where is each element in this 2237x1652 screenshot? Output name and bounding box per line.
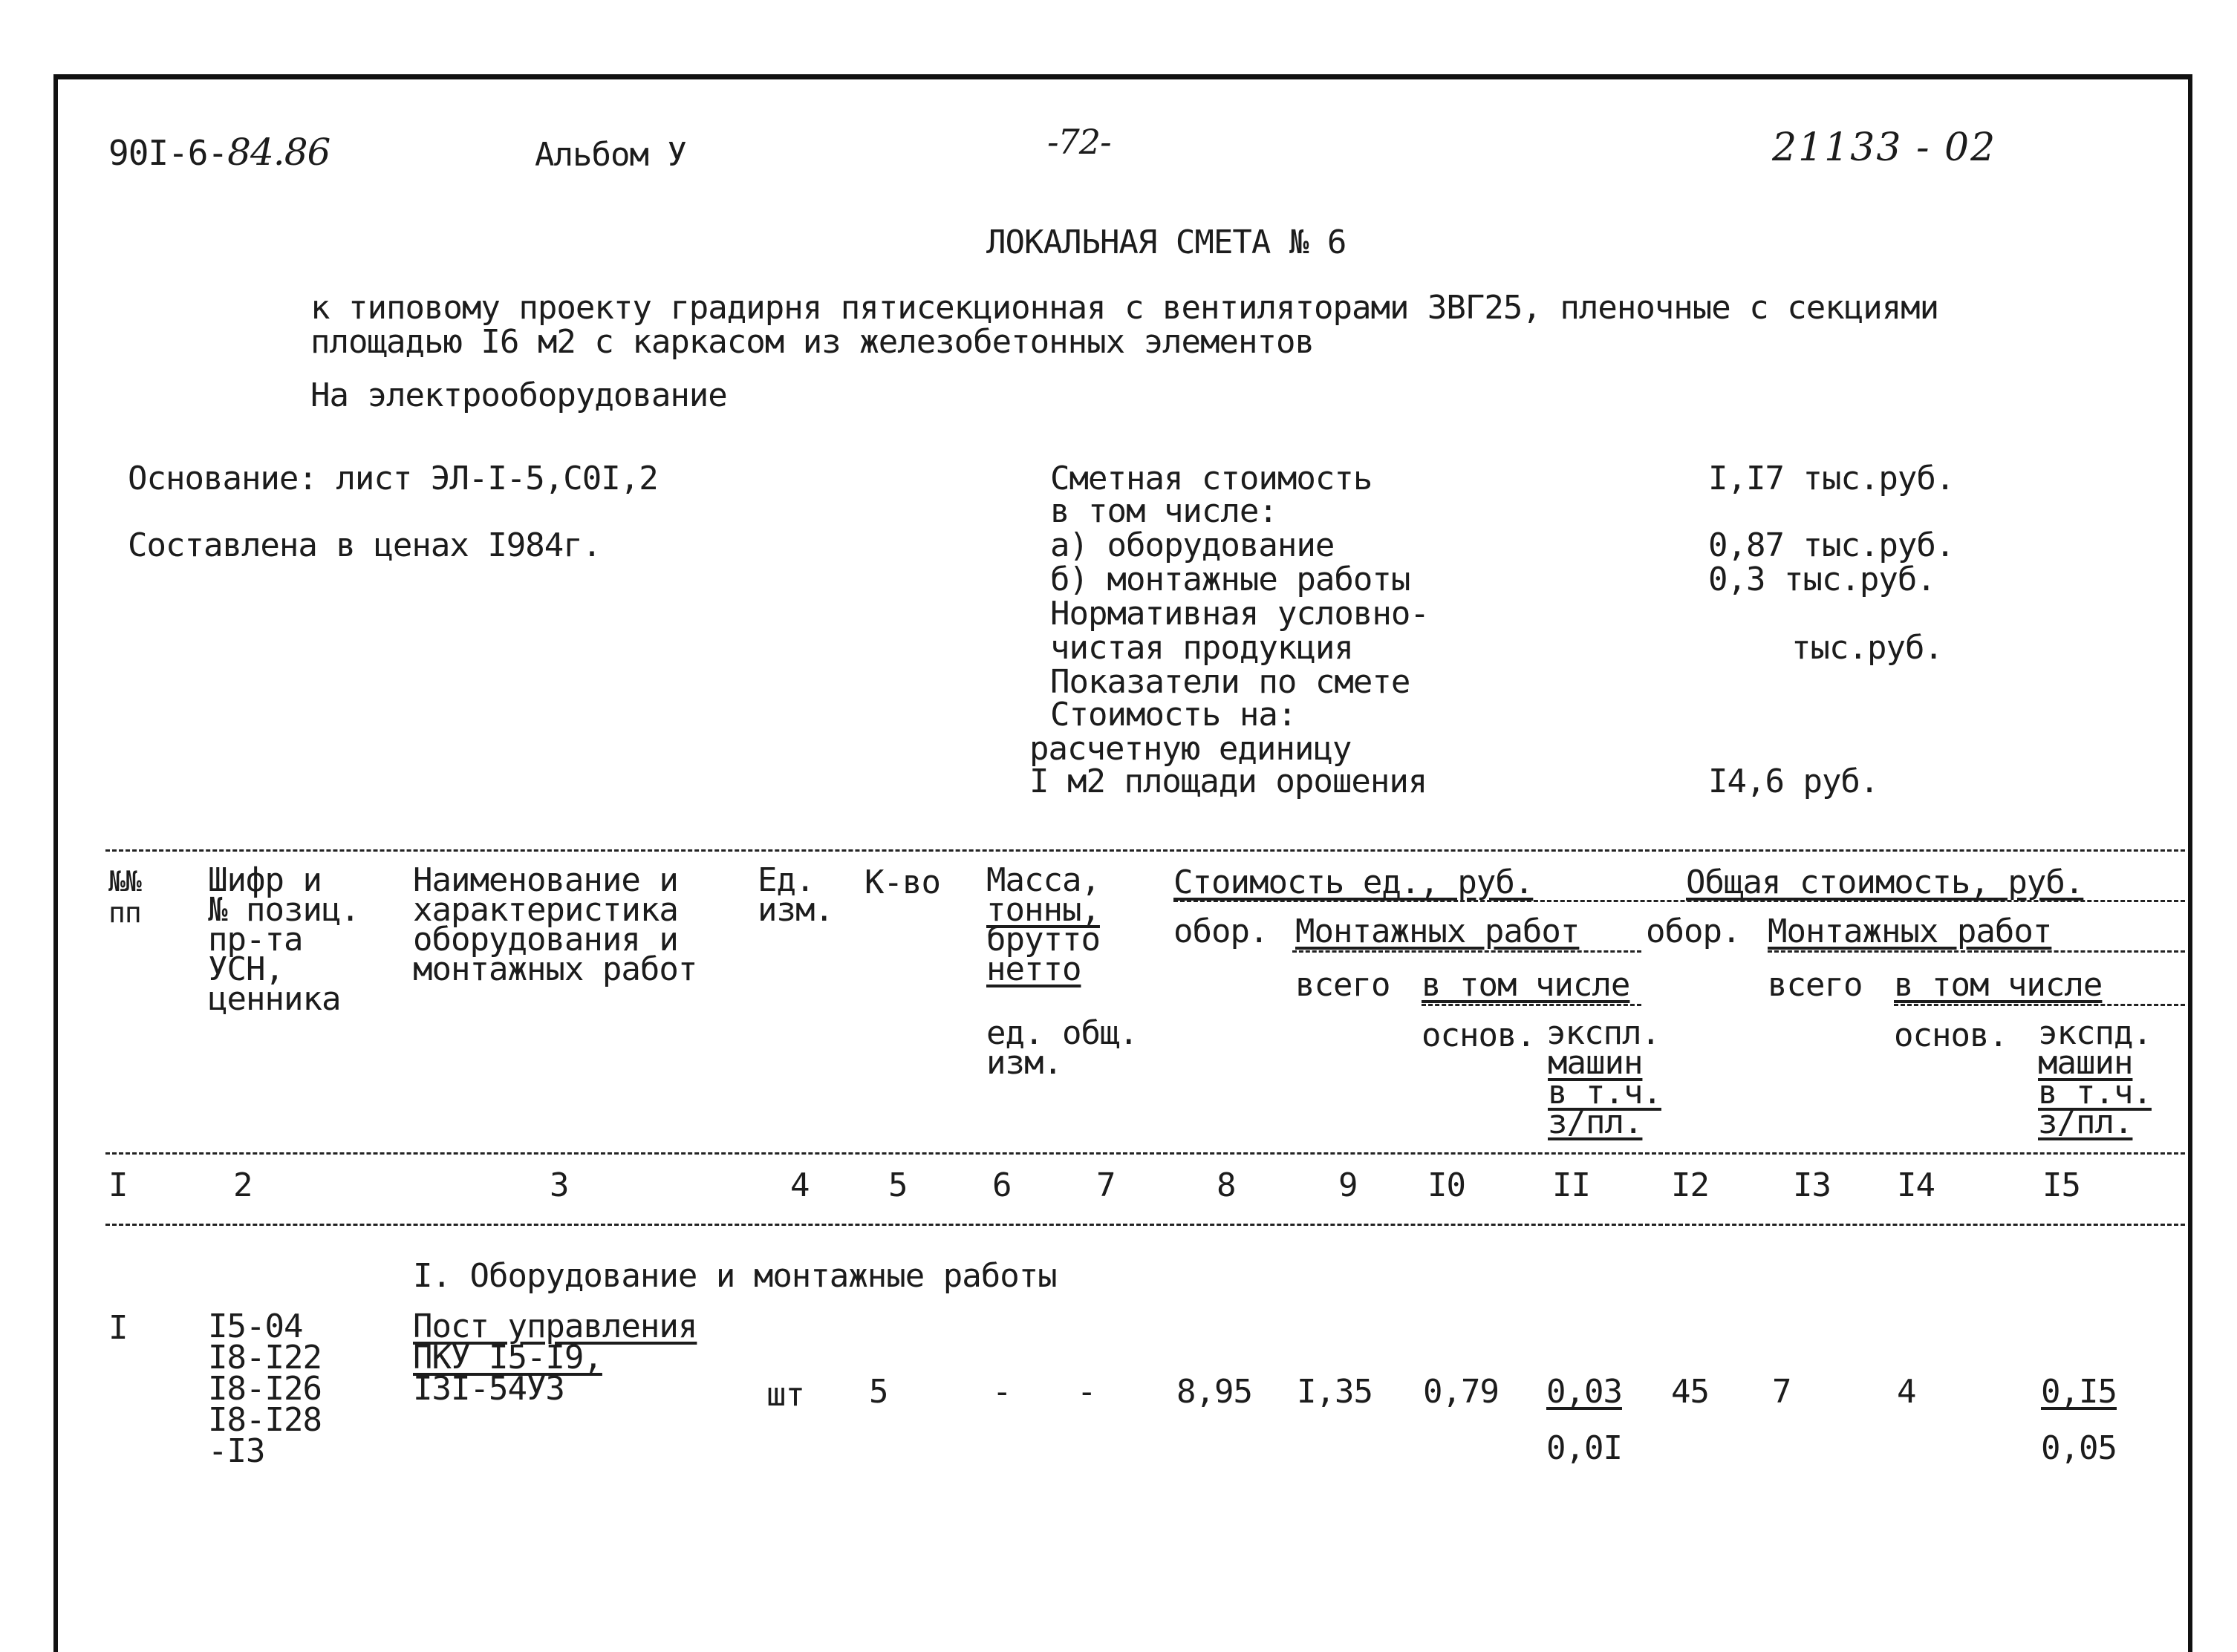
summary-line-7: Стоимость на: [1050, 696, 1297, 734]
row-c11-sub: 0,0I [1546, 1429, 1622, 1467]
vtom-unit-rule [1422, 1004, 1641, 1006]
basis-line: Основание: лист ЭЛ-I-5,С0I,2 [128, 460, 658, 497]
col-num-2: 2 [233, 1166, 253, 1204]
col-num-8: 8 [1217, 1166, 1236, 1204]
document-code-handwritten: 84.86 [227, 131, 330, 174]
section-title: I. Оборудование и монтажные работы [413, 1257, 1057, 1295]
unit-montazh-header: Монтажных работ [1295, 912, 1580, 950]
page-title: ЛОКАЛЬНАЯ СМЕТА № 6 [986, 223, 1347, 261]
mass-header: Масса, тонны, брутто нетто [986, 861, 1100, 988]
summary-line-6: Показатели по смете [1050, 663, 1410, 701]
page-number: -72- [1047, 122, 1111, 162]
col-num-1: I [108, 1166, 128, 1204]
summary-total: I,I7 тыс.руб. [1708, 460, 1955, 497]
summary-line-8: расчетную единицу [1029, 730, 1352, 768]
summary-installation: 0,3 тыс.руб. [1708, 561, 1935, 598]
mass-subheader: ед. общ. изм. [986, 1014, 1138, 1082]
total-vtom-header: в том числе [1894, 966, 2103, 1004]
col-5-header: К-во [864, 863, 940, 901]
row-c12: 45 [1671, 1373, 1709, 1411]
row-num: I [108, 1309, 128, 1347]
row-qty: 5 [869, 1373, 888, 1411]
summary-line-4: Нормативная условно- [1050, 595, 1429, 633]
col-num-3: 3 [550, 1166, 569, 1204]
vtom-total-rule [1894, 1004, 2185, 1006]
col-num-5: 5 [888, 1166, 908, 1204]
row-mass-unit: - [992, 1373, 1012, 1411]
table-top-rule [105, 849, 2185, 852]
summary-line-2: а) оборудование [1050, 526, 1335, 564]
summary-equipment: 0,87 тыс.руб. [1708, 526, 1955, 564]
col-2-header: Шифр и № позиц. пр-та УСН, ценника [208, 861, 359, 1018]
col-1-header: №№ пп [108, 865, 141, 929]
unit-cost-header: Стоимость ед., руб. [1173, 863, 1534, 901]
col-4-header: Ед. изм. [758, 861, 833, 929]
col-num-7: 7 [1096, 1166, 1116, 1204]
summary-net-product: тыс.руб. [1791, 629, 1943, 667]
description-line-3: На электрооборудование [310, 376, 727, 414]
row-codes: I5-04 I8-I22 I8-I26 I8-I28 -I3 [208, 1307, 322, 1470]
col-num-13: I3 [1793, 1166, 1831, 1204]
montazh-total-rule [1768, 950, 2185, 953]
prices-line: Составлена в ценах I984г. [128, 526, 602, 564]
row-c14: 4 [1897, 1373, 1916, 1411]
summary-per-unit: I4,6 руб. [1708, 763, 1879, 800]
row-name: Пост управления ПКУ I5-I9, I3I-54У3 [413, 1307, 697, 1408]
col-num-6: 6 [992, 1166, 1012, 1204]
unit-vsego-header: всего [1295, 966, 1390, 1004]
col-num-12: I2 [1671, 1166, 1709, 1204]
total-osnov-header: основ. [1894, 1016, 2008, 1054]
album-label: Альбом У [535, 136, 686, 174]
document-code [108, 131, 330, 174]
col-num-15: I5 [2042, 1166, 2080, 1204]
description-line-1: к типовому проекту градирня пятисекционная с вентиляторами 3ВГ25, пленочные с секциями [310, 289, 1939, 327]
row-c15: 0,I5 [2041, 1373, 2117, 1411]
total-cost-header: Общая стоимость, руб. [1686, 863, 2084, 901]
col-3-header: Наименование и характеристика оборудования и монтажных работ [413, 861, 697, 988]
montazh-unit-rule [1292, 950, 1641, 953]
row-c13: 7 [1772, 1373, 1791, 1411]
col-num-10: I0 [1427, 1166, 1465, 1204]
summary-line-1: в том числе: [1050, 492, 1277, 530]
total-obor-header: обор. [1646, 912, 1741, 950]
row-c9: I,35 [1297, 1373, 1373, 1411]
total-montazh-header: Монтажных работ [1768, 912, 2052, 950]
column-numbers-rule [105, 1224, 2185, 1226]
header-bottom-rule [105, 1152, 2185, 1155]
total-vsego-header: всего [1768, 966, 1863, 1004]
row-c8: 8,95 [1176, 1373, 1252, 1411]
total-ekspd-header: экспд. машин в т.ч. з/пл. [2038, 1014, 2152, 1141]
summary-line-3: б) монтажные работы [1050, 561, 1410, 598]
col-num-9: 9 [1338, 1166, 1358, 1204]
unit-ekspl-header: экспл. машин в т.ч. з/пл. [1546, 1014, 1661, 1141]
col-num-11: II [1552, 1166, 1590, 1204]
unit-vtom-header: в том числе [1422, 966, 1630, 1004]
summary-line-5: чистая продукция [1050, 629, 1353, 667]
summary-line-9: I м2 площади орошения [1029, 763, 1427, 800]
row-c11: 0,03 [1546, 1373, 1622, 1411]
summary-line-0: Сметная стоимость [1050, 460, 1373, 497]
row-unit: шт [766, 1376, 804, 1414]
document-code-prefix: 90I-6- [108, 133, 228, 173]
row-c10: 0,79 [1423, 1373, 1499, 1411]
col-num-14: I4 [1897, 1166, 1935, 1204]
unit-osnov-header: основ. [1422, 1016, 1535, 1054]
col-num-4: 4 [790, 1166, 810, 1204]
row-c15-sub: 0,05 [2041, 1429, 2117, 1467]
description-line-2: площадью I6 м2 с каркасом из железобетонных элементов [310, 323, 1314, 361]
row-mass-total: - [1077, 1373, 1096, 1411]
unit-obor-header: обор. [1173, 912, 1269, 950]
document-number: 21133 - 02 [1772, 125, 1997, 170]
